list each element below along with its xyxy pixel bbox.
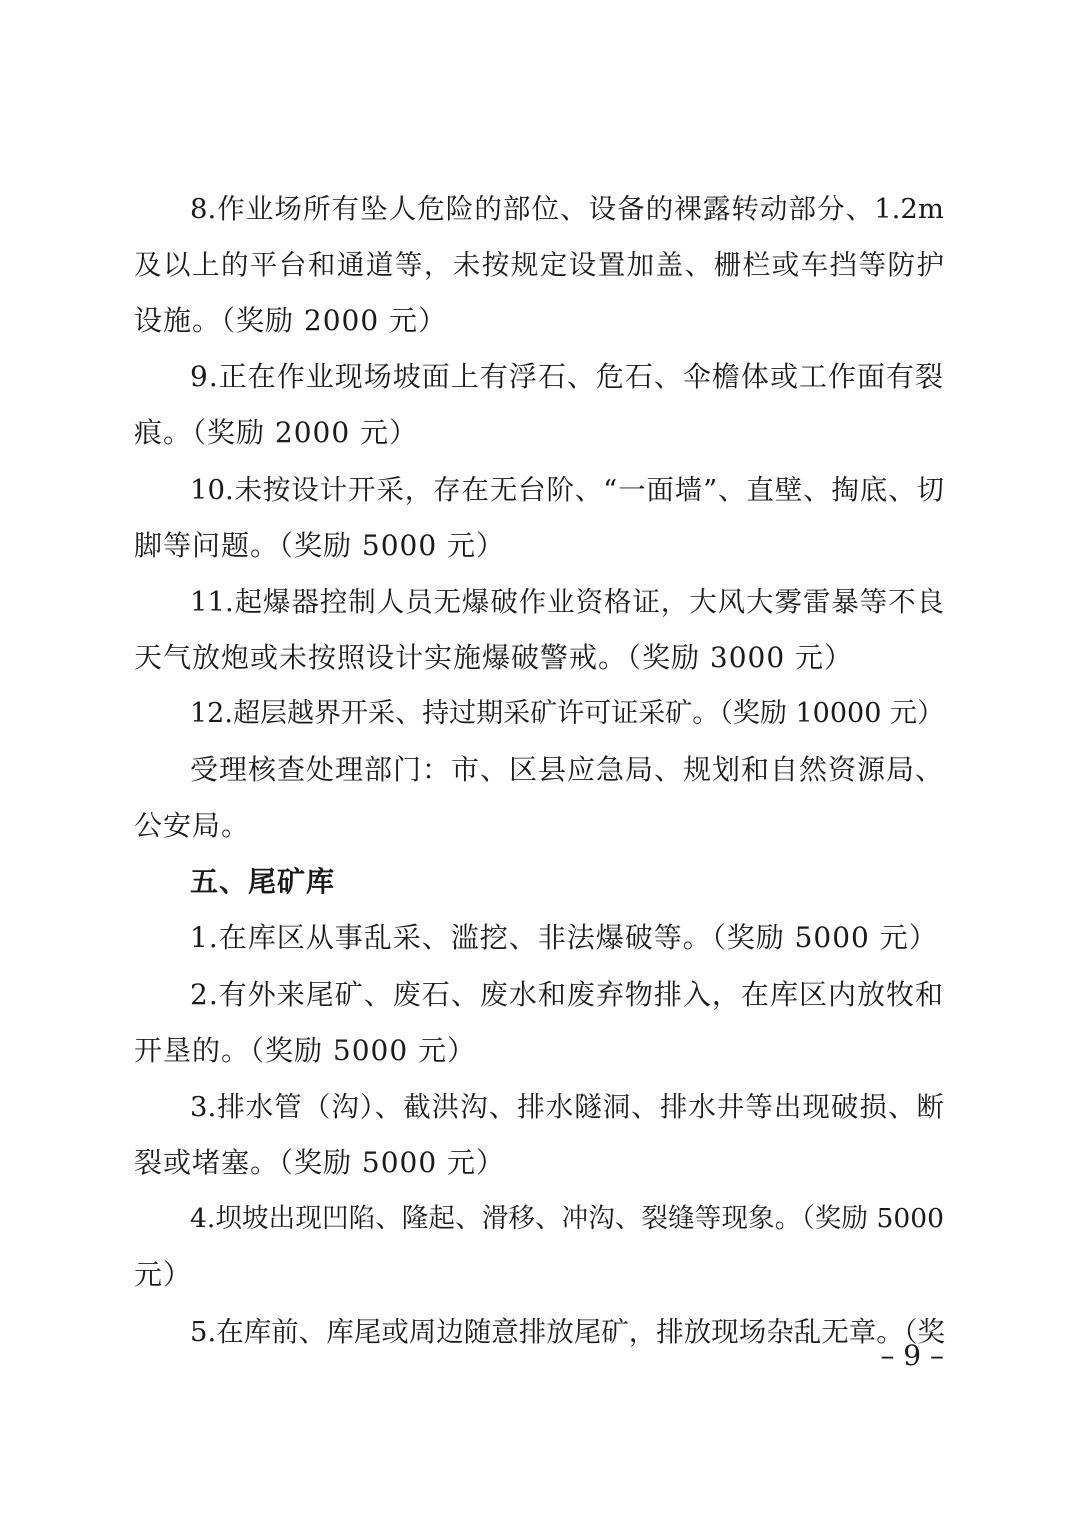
paragraph-line: 11.起爆器控制人员无爆破作业资格证，大风大雾雷暴等不良 <box>190 586 944 618</box>
paragraph-line: 8.作业场所有坠人危险的部位、设备的裸露转动部分、1.2m <box>190 193 944 225</box>
paragraph-line: 脚等问题。（奖励 5000 元） <box>134 529 506 562</box>
paragraph-line: 受理核查处理部门：市、区县应急局、规划和自然资源局、 <box>190 753 945 786</box>
paragraph-line: 1.在库区从事乱采、滥挖、非法爆破等。（奖励 5000 元） <box>190 921 938 954</box>
paragraph-line: 12.超层越界开采、持过期采矿许可证采矿。（奖励 10000 元） <box>190 698 944 729</box>
paragraph-line: 天气放炮或未按照设计实施爆破警戒。（奖励 3000 元） <box>134 641 854 674</box>
paragraph-line: 2.有外来尾矿、废石、废水和废弃物排入，在库区内放牧和 <box>190 978 944 1011</box>
page-number: – 9 – <box>880 1339 944 1372</box>
paragraph-line: 开垦的。（奖励 5000 元） <box>134 1034 477 1067</box>
paragraph-line: 5.在库前、库尾或周边随意排放尾矿，排放现场杂乱无章。（奖 <box>190 1316 945 1348</box>
paragraph-line: 9.正在作业现场坡面上有浮石、危石、伞檐体或工作面有裂 <box>190 360 944 393</box>
paragraph-line: 3.排水管（沟）、截洪沟、排水隧洞、排水井等出现破损、断 <box>190 1091 944 1123</box>
paragraph-line: 痕。（奖励 2000 元） <box>134 416 419 449</box>
paragraph-line: 10.未按设计开采，存在无台阶、“一面墙”、直壁、掏底、切 <box>190 474 944 506</box>
paragraph-line: 设施。（奖励 2000 元） <box>134 304 448 337</box>
paragraph-line: 及以上的平台和通道等，未按规定设置加盖、栅栏或车挡等防护 <box>134 249 944 281</box>
paragraph-line: 元） <box>134 1258 193 1291</box>
paragraph-line: 4.坝坡出现凹陷、隆起、滑移、冲沟、裂缝等现象。（奖励 5000 <box>190 1203 944 1234</box>
paragraph-line: 公安局。 <box>134 809 251 842</box>
section-heading: 五、尾矿库 <box>190 865 336 898</box>
paragraph-line: 裂或堵塞。（奖励 5000 元） <box>134 1146 506 1179</box>
